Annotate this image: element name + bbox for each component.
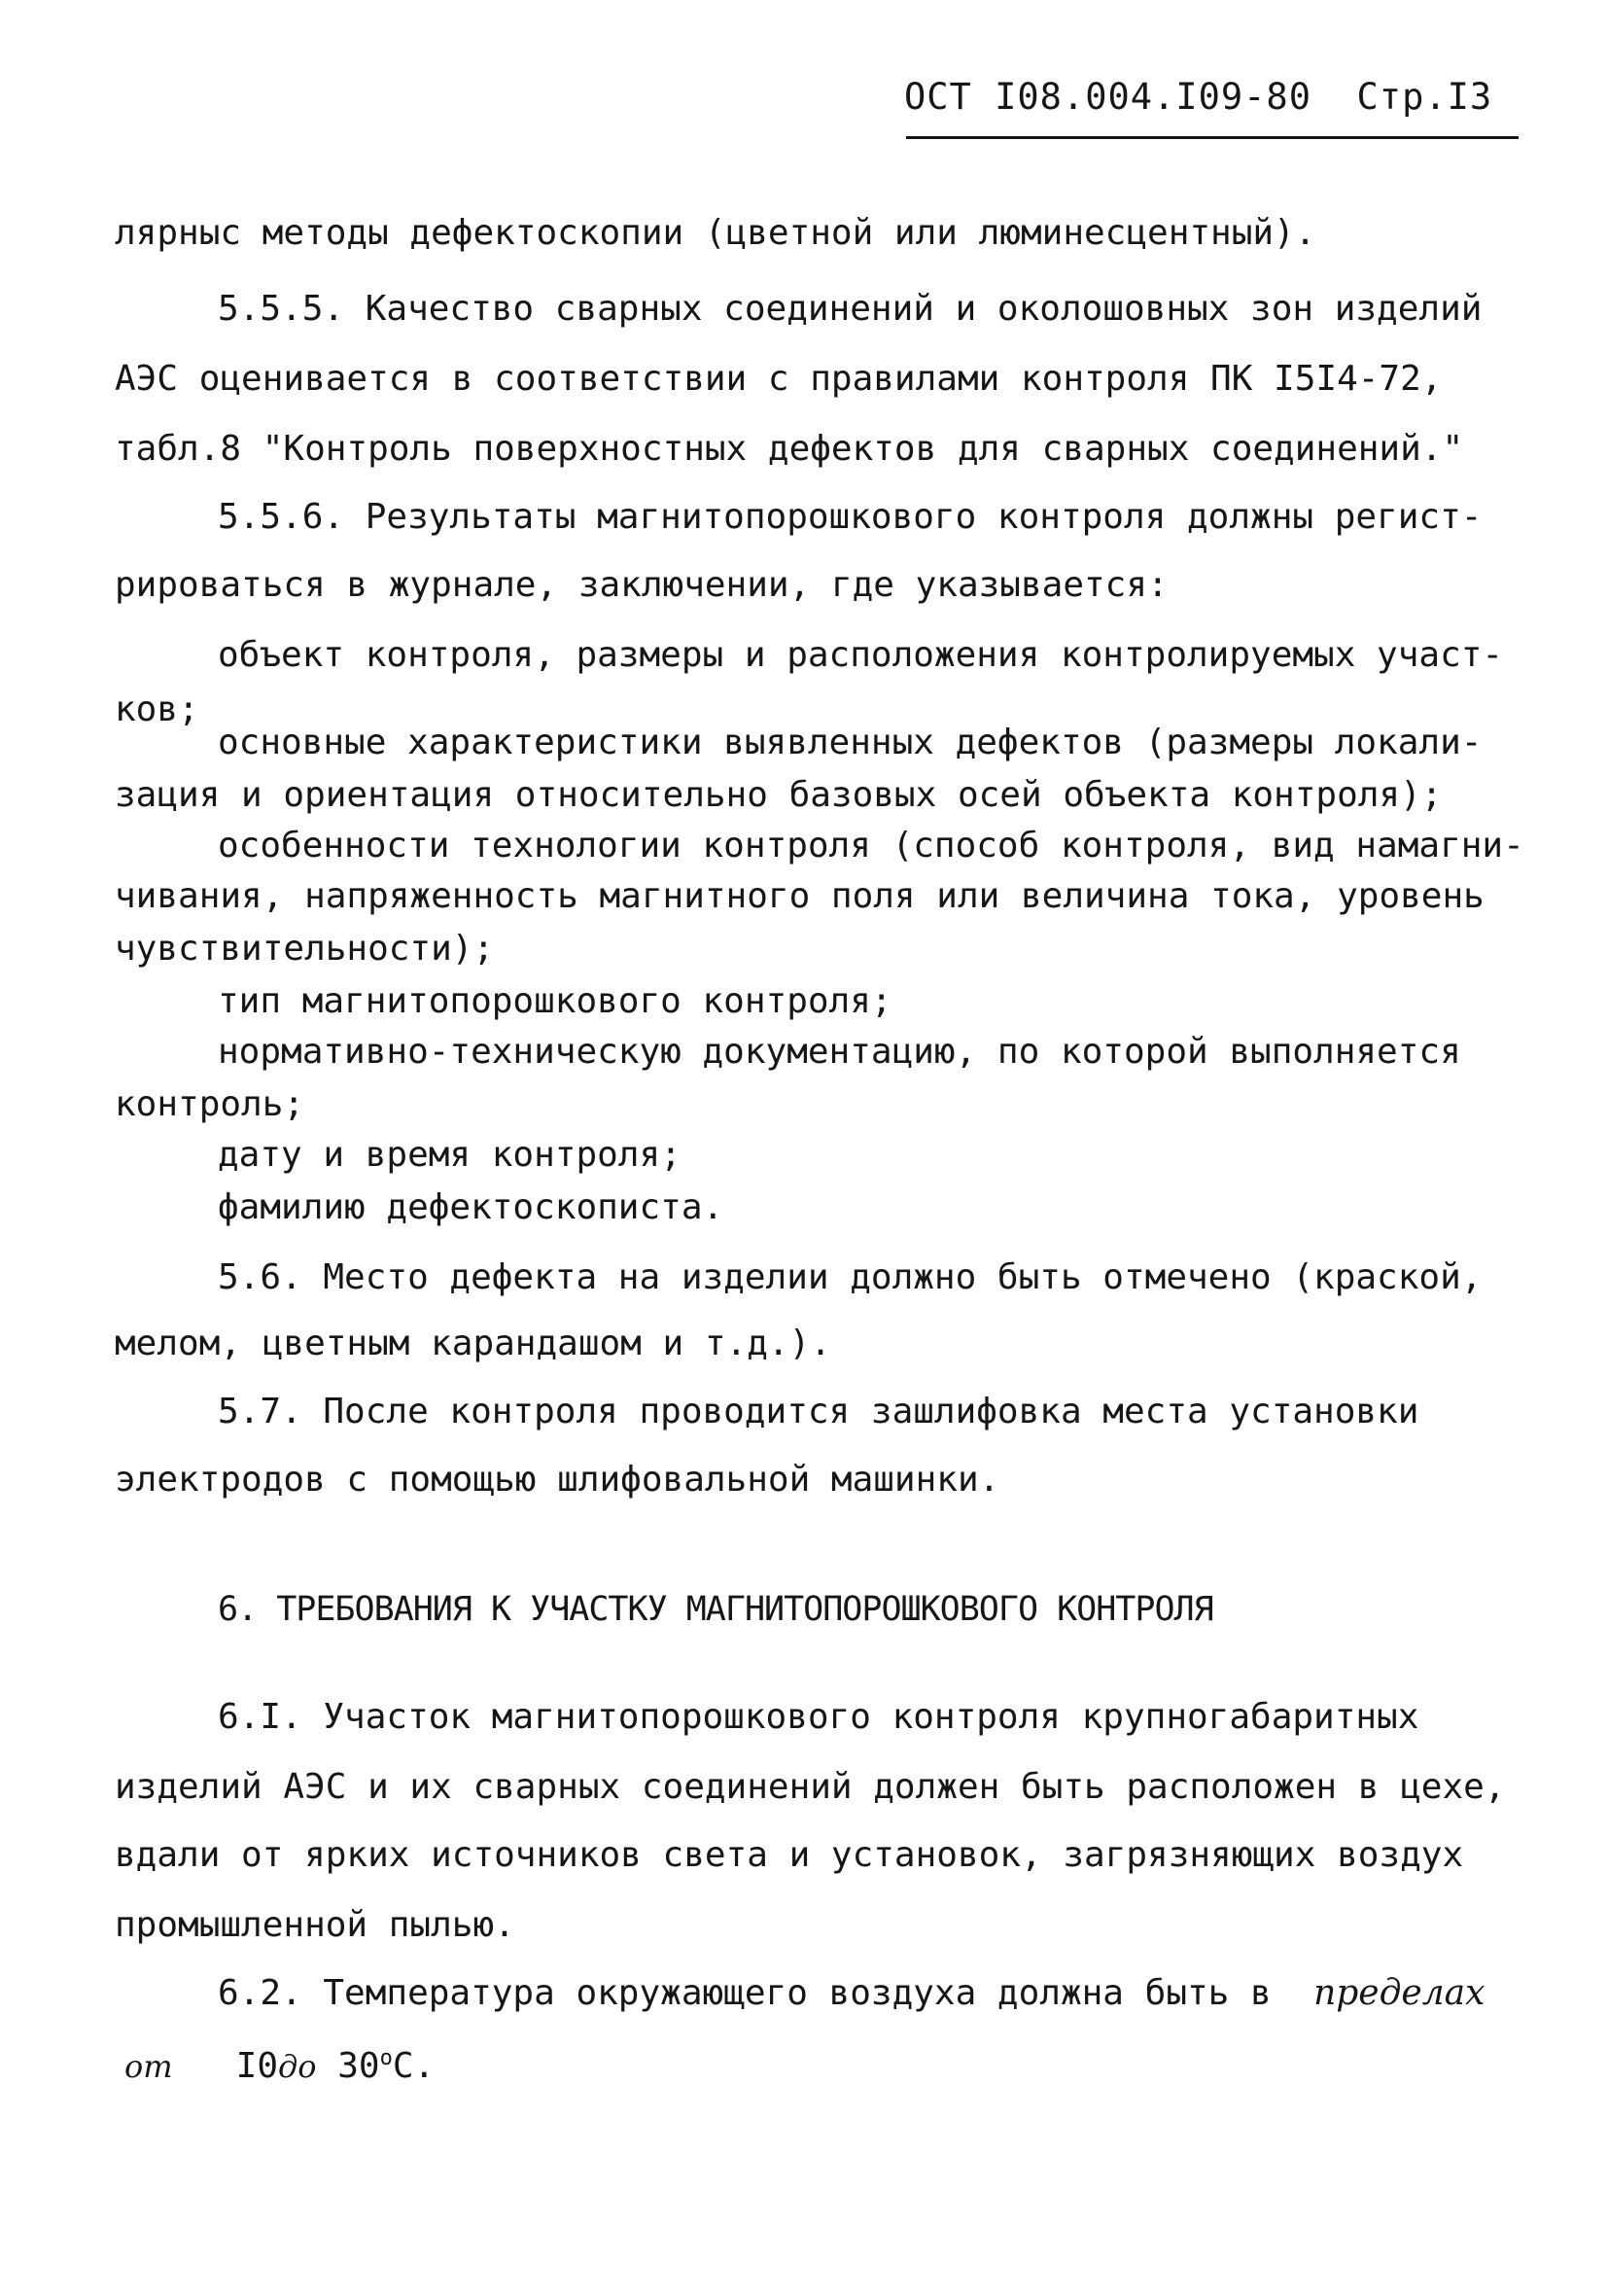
temperature-min: I0	[235, 2046, 278, 2086]
text-fragment: 6.2. Температура окружающего воздуха должна быть в	[218, 1973, 1272, 2013]
text-line: зация и ориентация относительно базовых осей объекта контроля);	[115, 775, 1443, 815]
text-line: чувствительности);	[115, 929, 495, 969]
paragraph-5-5-5: 5.5.5. Качество сварных соединений и околошовных зон изделий	[218, 289, 1483, 329]
text-line: чивания, напряженность магнитного поля или величина тока, уровень	[115, 876, 1485, 916]
paragraph-5-7: 5.7. После контроля проводится зашлифовка места установки	[218, 1392, 1419, 1431]
paragraph-5-5-6: 5.5.6. Результаты магнитопорошкового контроля должны регист-	[218, 497, 1483, 537]
temperature-unit: С.	[392, 2046, 436, 2086]
text-line: табл.8 "Контроль поверхностных дефектов для сварных соединений."	[115, 429, 1464, 469]
list-item: дату и время контроля;	[218, 1135, 682, 1175]
temperature-max: 30	[337, 2046, 380, 2086]
document-number: ОСТ I08.004.I09-80	[904, 76, 1311, 118]
text-line: вдали от ярких источников света и установок, загрязняющих воздух	[115, 1835, 1464, 1875]
list-item: основные характеристики выявленных дефектов (размеры локали-	[218, 723, 1483, 762]
paragraph-6-2	[218, 1973, 1486, 2013]
page-number: Стр.I3	[1356, 76, 1493, 118]
degree-mark: о	[379, 2046, 393, 2070]
handwritten-to: до	[278, 2048, 317, 2085]
handwritten-from: от	[124, 2048, 173, 2085]
text-line: изделий АЭС и их сварных соединений должен быть расположен в цехе,	[115, 1767, 1506, 1807]
list-item: фамилию дефектоскописта.	[218, 1187, 724, 1227]
temperature-range-line	[124, 2048, 435, 2084]
text-line: рироваться в журнале, заключении, где указывается:	[115, 565, 1169, 605]
list-item: нормативно-техническую документацию, по которой выполняется	[218, 1032, 1461, 1072]
list-item: тип магнитопорошкового контроля;	[218, 981, 892, 1021]
text-line: контроль;	[115, 1084, 305, 1124]
page-header	[904, 76, 1492, 118]
handwritten-correction: пределах	[1313, 1973, 1486, 2013]
text-line: лярныс методы дефектоскопии (цветной или люминесцентный).	[115, 213, 1316, 253]
list-item: особенности технологии контроля (способ контроля, вид намагни-	[218, 826, 1524, 865]
text-line: АЭС оценивается в соответствии с правилами контроля ПК I5I4-72,	[115, 359, 1443, 399]
header-underline	[906, 136, 1519, 139]
section-6-heading: 6. ТРЕБОВАНИЯ К УЧАСТКУ МАГНИТОПОРОШКОВОГО КОНТРОЛЯ	[218, 1590, 1213, 1629]
paragraph-5-6: 5.6. Место дефекта на изделии должно быть отмечено (краской,	[218, 1257, 1483, 1297]
text-line: электродов с помощью шлифовальной машинки.	[115, 1460, 1000, 1500]
text-line: промышленной пылью.	[115, 1905, 515, 1945]
text-line: мелом, цветным карандашом и т.д.).	[115, 1324, 831, 1363]
text-line: ков;	[115, 689, 199, 729]
list-item: объект контроля, размеры и расположения контролируемых участ-	[218, 635, 1504, 675]
paragraph-6-1: 6.I. Участок магнитопорошкового контроля крупногабаритных	[218, 1697, 1419, 1737]
